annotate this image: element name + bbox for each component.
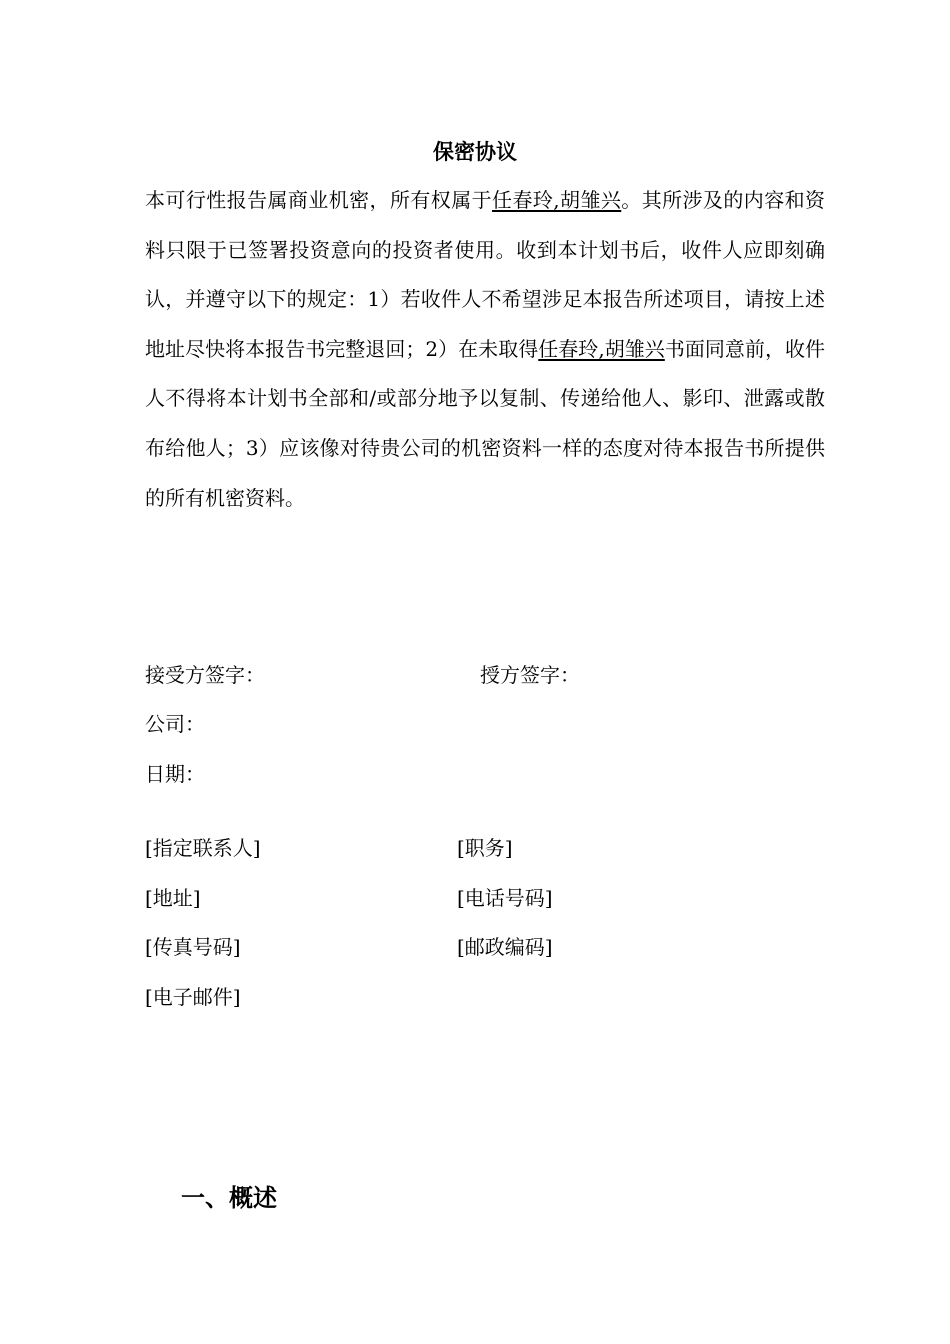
section-heading: 一、概述 (181, 1184, 277, 1212)
position-field: [职务] (457, 836, 513, 860)
grantor-signature-label: 授方签字： (480, 663, 580, 687)
email-field: [电子邮件] (145, 985, 241, 1009)
document-title: 保密协议 (433, 140, 517, 164)
paragraph-text-1: 本可行性报告属商业机密，所有权属于 (145, 188, 493, 212)
postal-code-field: [邮政编码] (457, 935, 553, 959)
date-label: 日期： (145, 762, 205, 786)
confidentiality-paragraph (145, 176, 825, 523)
phone-field: [电话号码] (457, 886, 553, 910)
receiver-signature-label: 接受方签字： (145, 663, 265, 687)
fax-field: [传真号码] (145, 935, 241, 959)
paragraph-text-2: 。其所涉及的内容和资料只限于已签署投资意向的投资者使用。收到本计划书后，收件人应即刻确认，并遵守以下的规定：1）若收件人不希望涉足本报告所述项目，请按上述地址尽快将本报告书完整退回；2）在未取得 (145, 188, 826, 361)
contact-person-field: [指定联系人] (145, 836, 261, 860)
address-field: [地址] (145, 886, 201, 910)
owner-name-2: 任春玲,胡雏兴 (538, 336, 665, 361)
paragraph-text-3: 书面同意前，收件人不得将本计划书全部和/或部分地予以复制、传递给他人、影印、泄露或散布给他人；3）应该像对待贵公司的机密资料一样的态度对待本报告书所提供的所有机密资料。 (145, 336, 826, 510)
owner-name-1: 任春玲,胡雏兴 (492, 188, 622, 212)
company-label: 公司： (145, 712, 205, 736)
